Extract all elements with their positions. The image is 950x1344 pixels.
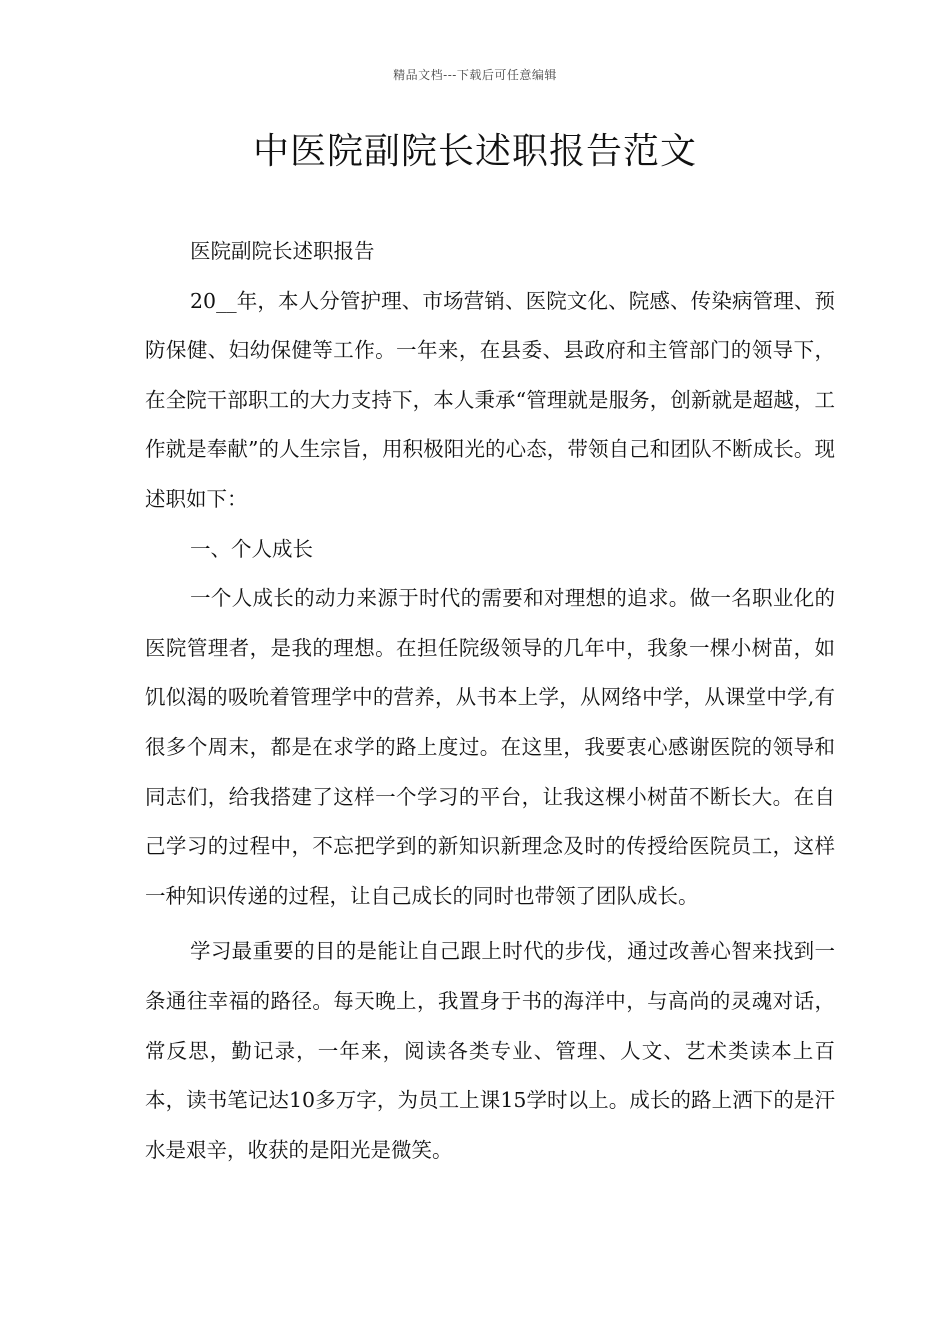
- paragraph-growth-motivation: 一个人成长的动力来源于时代的需要和对理想的追求。做一名职业化的医院管理者，是我的理想。在担任院级领导的几年中，我象一棵小树苗，如饥似渴的吸吮着管理学中的营养，从书本上学，从网络中学，从课堂中学,有很多个周末，都是在求学的路上度过。在这里，我要衷心感谢医院的领导和同志们，给我搭建了这样一个学习的平台，让我这棵小树苗不断长大。在自己学习的过程中，不忘把学到的新知识新理念及时的传授给医院员工，这样一种知识传递的过程，让自己成长的同时也带领了团队成长。: [145, 586, 835, 908]
- section-heading-personal-growth: 一、个人成长: [190, 536, 313, 561]
- document-body: [145, 227, 835, 1175]
- report-subtitle: 医院副院长述职报告: [190, 239, 375, 263]
- paragraph-learning-purpose: 学习最重要的目的是能让自己跟上时代的步伐，通过改善心智来找到一条通往幸福的路径。每天晚上，我置身于书的海洋中，与高尚的灵魂对话，常反思，勤记录，一年来，阅读各类专业、管理、人文、艺术类读本上百本，读书笔记达10多万字，为员工上课15学时以上。成长的路上洒下的是汗水是艰辛，收获的是阳光是微笑。: [145, 939, 835, 1162]
- paragraph-intro: 20__年，本人分管护理、市场营销、医院文化、院感、传染病管理、预防保健、妇幼保健等工作。一年来，在县委、县政府和主管部门的领导下，在全院干部职工的大力支持下，本人秉承“管理就是服务，创新就是超越，工作就是奉献”的人生宗旨，用积极阳光的心态，带领自己和团队不断成长。现述职如下：: [145, 288, 835, 511]
- document-title: 中医院副院长述职报告范文: [252, 131, 697, 172]
- header-note: 精品文档---下载后可任意编辑: [393, 68, 557, 82]
